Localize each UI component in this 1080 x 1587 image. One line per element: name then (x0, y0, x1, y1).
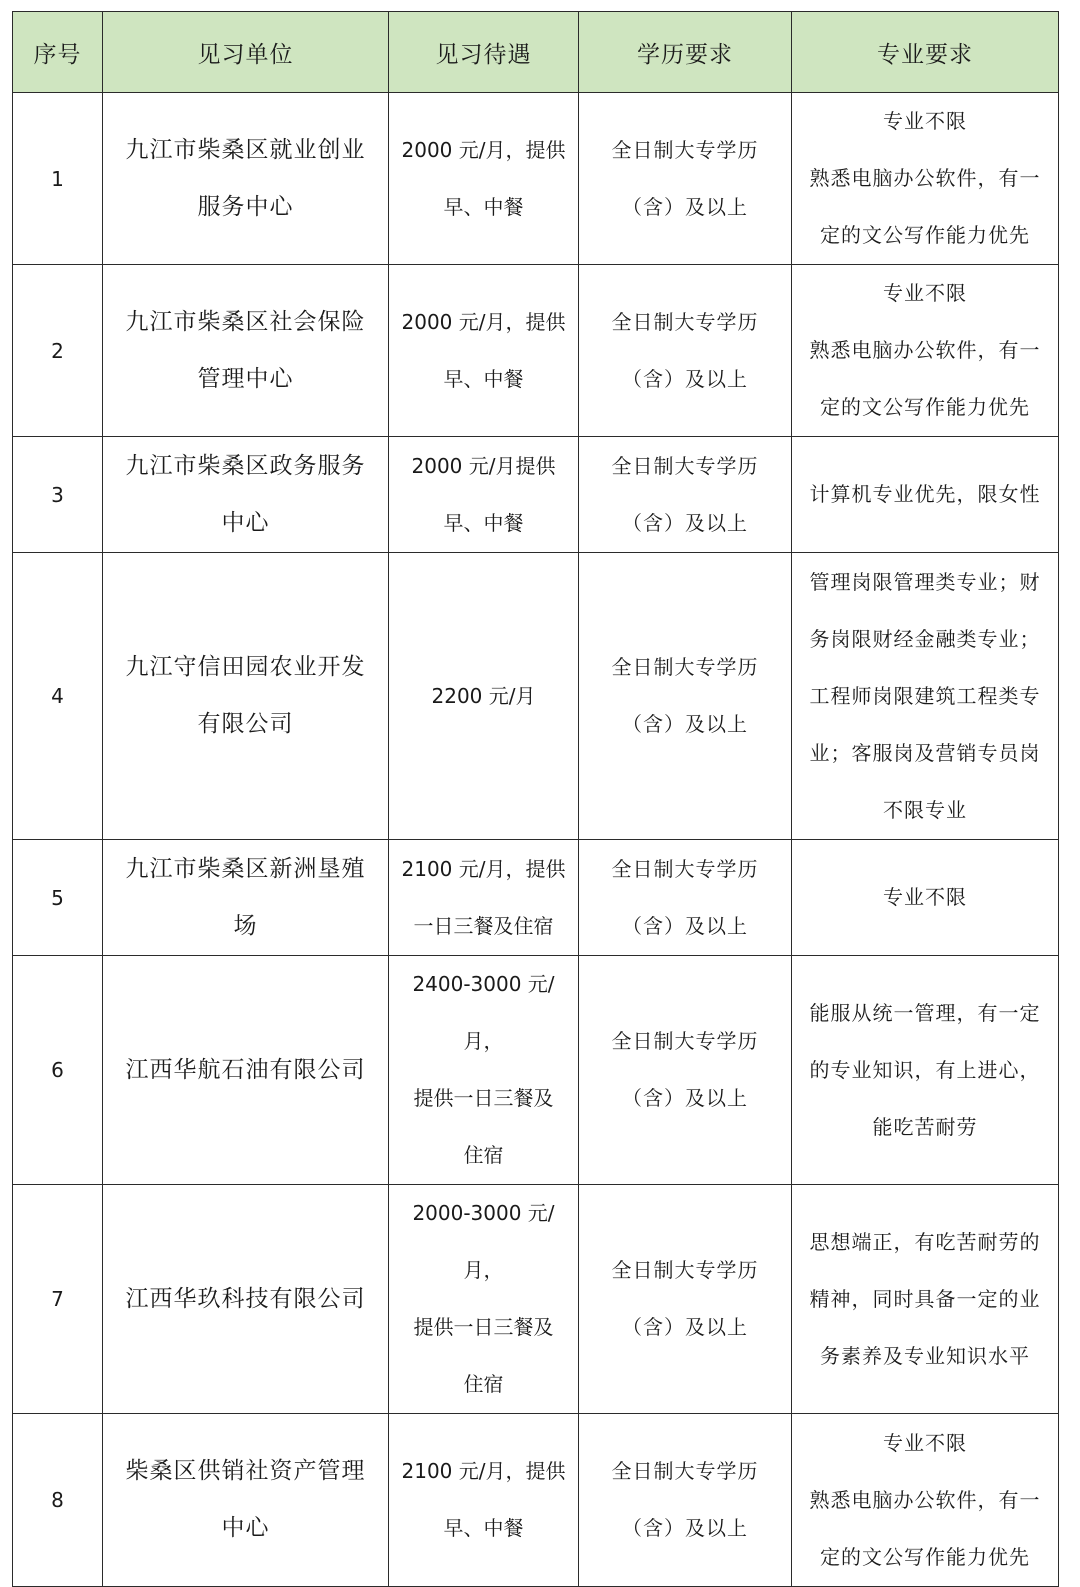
cell-unit-line: 中心 (221, 1515, 270, 1541)
cell-pay-line: 2000 元/月，提供 (401, 309, 566, 334)
cell-major (792, 956, 1059, 1185)
cell-major-line: 务素养及专业知识水平 (820, 1343, 1030, 1368)
cell-major-line: 熟悉电脑办公软件，有一 (809, 338, 1041, 362)
internship-table (12, 11, 1059, 1587)
cell-major-line: 熟悉电脑办公软件，有一 (809, 1487, 1041, 1512)
cell-unit-line: 服务中心 (197, 193, 294, 220)
cell-pay-line: 2000-3000 元/月， (412, 1201, 555, 1282)
cell-pay-line: 提供一日三餐及 (413, 1315, 554, 1339)
cell-edu-line: （含）及以上 (622, 366, 748, 391)
cell-edu-line: 全日制大专学历 (611, 1258, 759, 1282)
cell-unit (103, 93, 389, 265)
header-seq: 序号 (13, 12, 103, 93)
table-row (13, 553, 1059, 840)
cell-pay-line: 一日三餐及住宿 (413, 913, 554, 938)
header-pay: 见习待遇 (389, 12, 579, 93)
cell-edu-line: 全日制大专学历 (611, 655, 759, 679)
cell-seq: 4 (13, 553, 103, 840)
cell-unit (103, 1185, 389, 1414)
cell-edu-line: 全日制大专学历 (611, 453, 759, 478)
cell-unit-line: 管理中心 (197, 365, 294, 392)
cell-major-line: 务岗限财经金融类专业； (809, 626, 1041, 651)
table-row (13, 1414, 1059, 1587)
cell-pay-line: 2400-3000 元/月， (412, 972, 555, 1053)
cell-major-line: 能服从统一管理，有一定 (809, 1000, 1041, 1025)
cell-edu-line: 全日制大专学历 (611, 1029, 759, 1053)
cell-edu (579, 1185, 792, 1414)
cell-major-line: 工程师岗限建筑工程类专 (809, 683, 1041, 708)
cell-pay-line: 早、中餐 (443, 1516, 524, 1540)
cell-major-line: 的专业知识，有上进心， (809, 1057, 1041, 1082)
cell-edu-line: （含）及以上 (622, 194, 748, 219)
cell-pay-line: 住宿 (463, 1372, 504, 1396)
cell-pay-line: 住宿 (463, 1143, 504, 1167)
cell-major-line: 专业不限 (883, 281, 967, 305)
table-row (13, 93, 1059, 265)
cell-major (792, 1185, 1059, 1414)
cell-edu-line: 全日制大专学历 (611, 856, 759, 881)
cell-major-line: 专业不限 (883, 885, 967, 909)
cell-pay-line: 2200 元/月 (431, 683, 536, 708)
cell-edu (579, 1414, 792, 1587)
cell-pay (389, 840, 579, 956)
cell-pay (389, 265, 579, 437)
cell-unit (103, 840, 389, 956)
cell-edu-line: （含）及以上 (622, 913, 748, 938)
table-row (13, 437, 1059, 553)
cell-major (792, 553, 1059, 840)
cell-unit (103, 956, 389, 1185)
cell-pay (389, 553, 579, 840)
cell-pay-line: 提供一日三餐及 (413, 1086, 554, 1110)
cell-unit-line: 九江市柴桑区社会保险 (125, 308, 366, 335)
cell-major-line: 管理岗限管理类专业；财 (809, 569, 1041, 594)
header-unit: 见习单位 (103, 12, 389, 93)
cell-unit-line: 江西华玖科技有限公司 (125, 1285, 366, 1312)
cell-major-line: 定的文公写作能力优先 (820, 1544, 1030, 1569)
cell-edu-line: （含）及以上 (622, 1086, 748, 1110)
cell-edu-line: （含）及以上 (622, 1315, 748, 1339)
cell-major-line: 专业不限 (883, 1430, 967, 1455)
cell-seq: 2 (13, 265, 103, 437)
cell-pay-line: 2000 元/月，提供 (401, 137, 566, 162)
header-edu: 学历要求 (579, 12, 792, 93)
cell-pay-line: 早、中餐 (443, 366, 524, 391)
cell-pay (389, 1185, 579, 1414)
cell-major (792, 93, 1059, 265)
cell-unit-line: 江西华航石油有限公司 (125, 1056, 366, 1083)
header-major: 专业要求 (792, 12, 1059, 93)
cell-seq: 5 (13, 840, 103, 956)
cell-unit-line: 九江市柴桑区就业创业 (125, 136, 366, 163)
cell-unit-line: 九江守信田园农业开发 (125, 654, 366, 680)
cell-unit-line: 九江市柴桑区政务服务 (125, 452, 366, 479)
cell-major (792, 840, 1059, 956)
table-row (13, 265, 1059, 437)
cell-seq: 8 (13, 1414, 103, 1587)
cell-unit-line: 九江市柴桑区新洲垦殖 (125, 855, 366, 882)
cell-edu (579, 840, 792, 956)
cell-edu-line: （含）及以上 (622, 712, 748, 736)
cell-major-line: 业；客服岗及营销专员岗 (809, 740, 1041, 765)
table-row (13, 1185, 1059, 1414)
cell-major-line: 定的文公写作能力优先 (820, 395, 1030, 419)
cell-unit-line: 柴桑区供销社资产管理 (125, 1458, 366, 1484)
table-row (13, 956, 1059, 1185)
cell-edu (579, 93, 792, 265)
cell-major-line: 能吃苦耐劳 (872, 1114, 978, 1139)
cell-seq: 3 (13, 437, 103, 553)
cell-edu (579, 956, 792, 1185)
cell-major-line: 精神，同时具备一定的业 (809, 1286, 1041, 1311)
cell-unit-line: 场 (233, 912, 258, 939)
table-body (13, 93, 1059, 1587)
cell-pay (389, 93, 579, 265)
cell-unit (103, 1414, 389, 1587)
cell-edu-line: 全日制大专学历 (611, 1459, 759, 1483)
cell-major-line: 定的文公写作能力优先 (820, 223, 1030, 247)
cell-unit (103, 437, 389, 553)
cell-seq: 6 (13, 956, 103, 1185)
cell-unit (103, 265, 389, 437)
cell-unit-line: 中心 (221, 509, 270, 536)
cell-pay-line: 2100 元/月，提供 (401, 1459, 566, 1483)
cell-seq: 7 (13, 1185, 103, 1414)
cell-pay-line: 2100 元/月，提供 (401, 856, 566, 881)
cell-pay (389, 1414, 579, 1587)
cell-major-line: 思想端正，有吃苦耐劳的 (809, 1229, 1041, 1254)
cell-edu-line: （含）及以上 (622, 510, 748, 535)
cell-major-line: 熟悉电脑办公软件，有一 (809, 166, 1041, 190)
cell-pay (389, 956, 579, 1185)
cell-pay-line: 早、中餐 (443, 510, 524, 535)
cell-edu (579, 553, 792, 840)
cell-major (792, 437, 1059, 553)
cell-edu (579, 265, 792, 437)
cell-edu-line: （含）及以上 (622, 1516, 748, 1540)
cell-pay (389, 437, 579, 553)
cell-major (792, 265, 1059, 437)
cell-seq: 1 (13, 93, 103, 265)
cell-major-line: 专业不限 (883, 109, 967, 133)
header-row (13, 12, 1059, 93)
cell-edu (579, 437, 792, 553)
table-row (13, 840, 1059, 956)
cell-major (792, 1414, 1059, 1587)
cell-pay-line: 2000 元/月提供 (411, 453, 556, 478)
cell-major-line: 不限专业 (883, 797, 967, 822)
cell-edu-line: 全日制大专学历 (611, 137, 759, 162)
cell-unit-line: 有限公司 (197, 711, 294, 737)
cell-edu-line: 全日制大专学历 (611, 309, 759, 334)
cell-unit (103, 553, 389, 840)
cell-pay-line: 早、中餐 (443, 194, 524, 219)
cell-major-line: 计算机专业优先，限女性 (809, 482, 1041, 506)
